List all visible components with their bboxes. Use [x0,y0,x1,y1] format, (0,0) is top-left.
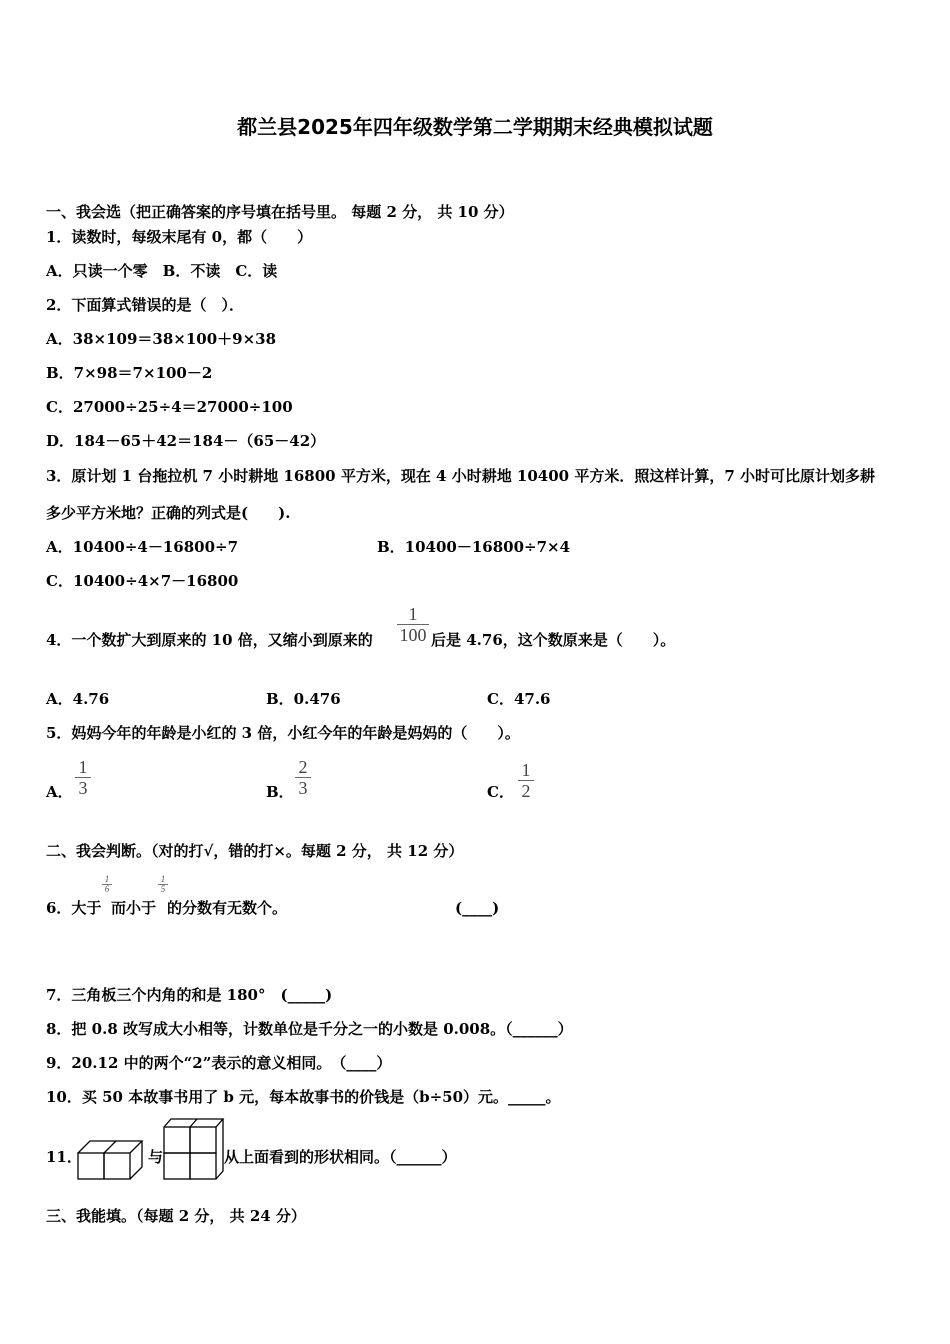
q6-fraction-1 [102,875,112,894]
q4-option-c: C．47.6 [487,690,551,708]
q10: 10．买 50 本故事书用了 b 元，每本故事书的价钱是（b÷50）元。_____。 [46,1088,561,1106]
q5-option-a-label: A． [46,783,73,801]
q5-c-numerator: 1 [521,760,531,780]
section3-heading: 三、我能填。（每题 2 分， 共 24 分） [46,1207,306,1225]
q4-fraction [396,604,430,645]
q5-b-numerator: 2 [298,757,308,777]
q5-option-b-label: B． [266,783,294,801]
q6-fraction-2 [158,875,168,894]
q6-part1: 6．大于 [46,899,102,917]
page-title: 都兰县2025年四年级数学第二学期期末经典模拟试题 [237,115,713,139]
q1-stem: 1．读数时，每级末尾有 0，都（ ） [46,228,313,246]
q11-number: 11． [46,1148,82,1166]
q5-option-b-fraction [294,757,312,798]
q5-option-a-fraction [74,757,92,798]
q2-option-c: C．27000÷25÷4＝27000÷100 [46,398,293,416]
q4-stem-before: 4．一个数扩大到原来的 10 倍，又缩小到原来的 [46,631,373,649]
q7: 7．三角板三个内角的和是 180° (_____) [46,986,333,1004]
q6-f2-denominator: 5 [160,884,166,894]
q6-part2: 而小于 [111,899,157,917]
q3-option-c: C．10400÷4×7－16800 [46,572,239,590]
q5-a-numerator: 1 [78,757,88,777]
q4-option-b: B．0.476 [266,690,341,708]
q3-line1: 3．原计划 1 台拖拉机 7 小时耕地 16800 平方米，现在 4 小时耕地 10400 平方米．照这样计算，7 小时可比原计划多耕 [46,467,876,485]
q6-f1-denominator: 6 [104,884,110,894]
q11-connector: 与 [148,1148,164,1166]
q6-part3: 的分数有无数个。 [167,899,288,917]
q5-option-c-fraction [517,760,535,801]
section2-heading: 二、我会判断。（对的打√，错的打×。每题 2 分， 共 12 分） [46,842,464,860]
q2-option-b: B．7×98＝7×100－2 [46,364,213,382]
q5-a-denominator: 3 [78,778,88,798]
q6-f2-numerator: 1 [160,874,166,884]
q6-f1-numerator: 1 [104,874,110,884]
q9: 9．20.12 中的两个“2”表示的意义相同。 （____） [46,1054,392,1072]
q2-stem: 2．下面算式错误的是（ ）． [46,296,244,314]
q5-stem: 5．妈妈今年的年龄是小红的 3 倍，小红今年的年龄是妈妈的（ ）。 [46,724,520,742]
q2-option-a: A．38×109＝38×100＋9×38 [46,330,277,348]
cube-figure-2 [162,1117,226,1183]
cube-figure-1 [76,1136,148,1182]
q4-fraction-numerator: 1 [408,604,418,624]
q3-option-a: A．10400÷4－16800÷7 [46,538,239,556]
q5-option-c-label: C． [487,783,514,801]
q11-text: 从上面看到的形状相同。（______） [224,1148,457,1166]
q5-b-denominator: 3 [298,778,308,798]
q4-stem-after: 后是 4.76，这个数原来是（ ）。 [431,631,676,649]
section1-heading: 一、我会选（把正确答案的序号填在括号里。 每题 2 分， 共 10 分） [46,203,514,221]
q1-options: A．只读一个零 B．不读 C．读 [46,262,278,280]
q4-option-a: A．4.76 [46,690,110,708]
q8: 8．把 0.8 改写成大小相等，计数单位是千分之一的小数是 0.008。（______） [46,1020,573,1038]
q5-c-denominator: 2 [521,781,531,801]
q2-option-d: D．184－65＋42＝184－（65－42） [46,432,326,450]
q3-line2: 多少平方米地？正确的列式是( ). [46,504,291,522]
q3-option-b: B．10400－16800÷7×4 [377,538,571,556]
q6-answer-blank[interactable]: (____) [455,899,500,917]
q4-fraction-denominator: 100 [399,625,427,645]
